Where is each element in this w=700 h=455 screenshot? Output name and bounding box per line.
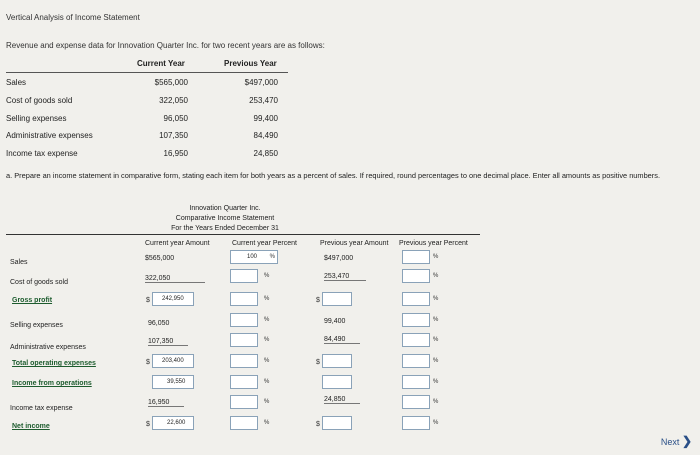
top-row-current: 107,350 bbox=[159, 131, 188, 140]
statement-rule bbox=[6, 234, 480, 235]
net-income-current-amount-field bbox=[152, 416, 194, 430]
col-previous-year: Previous Year bbox=[224, 59, 277, 68]
top-row-label: Cost of goods sold bbox=[6, 96, 73, 105]
income-ops-current-amount-field bbox=[152, 375, 194, 389]
dollar-sign: $ bbox=[316, 359, 320, 366]
gross-profit-previous-amount-input[interactable] bbox=[322, 292, 352, 306]
row-sales-label: Sales bbox=[10, 259, 28, 266]
total-opex-previous-amount-input[interactable] bbox=[322, 354, 352, 368]
tax-current-amount: 16,950 bbox=[148, 399, 184, 407]
pct-sign: % bbox=[264, 337, 270, 343]
problem-description: Revenue and expense data for Innovation Quarter Inc. for two recent years are as follows: bbox=[6, 41, 325, 50]
selling-current-percent-input[interactable] bbox=[230, 313, 258, 327]
top-row-current: 322,050 bbox=[159, 96, 188, 105]
page-title: Vertical Analysis of Income Statement bbox=[6, 13, 140, 22]
pct-sign: % bbox=[433, 296, 439, 302]
gross-profit-current-value: 242,950 bbox=[162, 296, 184, 302]
col-current-year: Current Year bbox=[137, 59, 185, 68]
top-row-label: Selling expenses bbox=[6, 114, 67, 123]
top-row-previous: 84,490 bbox=[253, 131, 278, 140]
top-row-current: 16,950 bbox=[163, 149, 188, 158]
col-cur-amount: Current year Amount bbox=[145, 240, 210, 247]
chevron-right-icon: ❯ bbox=[681, 434, 692, 448]
top-row-previous: 24,850 bbox=[253, 149, 278, 158]
admin-current-percent-input[interactable] bbox=[230, 333, 258, 347]
dollar-sign: $ bbox=[146, 421, 150, 428]
instructions: a. Prepare an income statement in comparative form, stating each item for both years as a percent of sales. If required, round percentages to one decimal place. Enter all amounts as positive numbers. bbox=[6, 171, 661, 180]
col-prev-percent: Previous year Percent bbox=[399, 240, 468, 247]
admin-previous-amount: 84,490 bbox=[324, 336, 360, 344]
statement-name: Comparative Income Statement bbox=[175, 215, 275, 222]
total-opex-current-percent-input[interactable] bbox=[230, 354, 258, 368]
statement-period: For the Years Ended December 31 bbox=[171, 225, 279, 232]
income-ops-previous-percent-input[interactable] bbox=[402, 375, 430, 389]
income-ops-current-value: 39,550 bbox=[167, 379, 186, 385]
net-income-previous-percent-input[interactable] bbox=[402, 416, 430, 430]
cogs-previous-percent-input[interactable] bbox=[402, 269, 430, 283]
row-total-opex-label: Total operating expenses bbox=[12, 360, 96, 367]
top-row-current: $565,000 bbox=[154, 78, 188, 87]
sales-current-percent-value: 100 bbox=[247, 254, 258, 260]
net-income-current-value: 22,600 bbox=[167, 420, 186, 426]
gross-profit-previous-percent-input[interactable] bbox=[402, 292, 430, 306]
pct-sign: % bbox=[433, 399, 439, 405]
sales-current-percent-field bbox=[230, 250, 278, 264]
pct-sign: % bbox=[264, 273, 270, 279]
sales-current-amount: $565,000 bbox=[145, 255, 175, 262]
next-button[interactable] bbox=[661, 434, 692, 448]
net-income-previous-amount-input[interactable] bbox=[322, 416, 352, 430]
pct-sign: % bbox=[264, 317, 270, 323]
pct-sign: % bbox=[264, 420, 270, 426]
pct-sign: % bbox=[264, 296, 270, 302]
row-selling-label: Selling expenses bbox=[10, 322, 63, 329]
total-opex-previous-percent-input[interactable] bbox=[402, 354, 430, 368]
tax-previous-percent-input[interactable] bbox=[402, 395, 430, 409]
income-ops-previous-amount-input[interactable] bbox=[322, 375, 352, 389]
dollar-sign: $ bbox=[316, 297, 320, 304]
pct-sign: % bbox=[264, 358, 270, 364]
dollar-sign: $ bbox=[146, 297, 150, 304]
cogs-previous-amount: 253,470 bbox=[324, 273, 366, 281]
row-income-ops-label: Income from operations bbox=[12, 380, 92, 387]
company-name: Innovation Quarter Inc. bbox=[189, 205, 261, 212]
total-opex-current-value: 203,400 bbox=[162, 358, 184, 364]
top-row-previous: 253,470 bbox=[249, 96, 278, 105]
selling-current-amount: 96,050 bbox=[148, 320, 170, 327]
pct-sign: % bbox=[433, 420, 439, 426]
pct-sign: % bbox=[264, 379, 270, 385]
pct-sign: % bbox=[433, 379, 439, 385]
pct-sign: % bbox=[433, 273, 439, 279]
pct-sign: % bbox=[264, 399, 270, 405]
next-label: Next bbox=[660, 437, 680, 447]
row-admin-label: Administrative expenses bbox=[10, 344, 86, 351]
cogs-current-amount: 322,050 bbox=[145, 275, 205, 283]
row-net-income-label: Net income bbox=[12, 423, 50, 430]
col-cur-percent: Current year Percent bbox=[232, 240, 297, 247]
tax-current-percent-input[interactable] bbox=[230, 395, 258, 409]
top-row-label: Income tax expense bbox=[6, 149, 78, 158]
tax-previous-amount: 24,850 bbox=[324, 396, 360, 404]
top-row-previous: $497,000 bbox=[244, 78, 278, 87]
top-table-rule bbox=[6, 72, 288, 73]
row-cogs-label: Cost of goods sold bbox=[10, 279, 68, 286]
sales-previous-percent-input[interactable] bbox=[402, 250, 430, 264]
col-prev-amount: Previous year Amount bbox=[320, 240, 389, 247]
top-row-current: 96,050 bbox=[163, 114, 188, 123]
gross-profit-current-amount-field bbox=[152, 292, 194, 306]
gross-profit-current-percent-input[interactable] bbox=[230, 292, 258, 306]
net-income-current-percent-input[interactable] bbox=[230, 416, 258, 430]
sales-previous-amount: $497,000 bbox=[324, 255, 354, 262]
pct-sign: % bbox=[433, 358, 439, 364]
row-gross-profit-label: Gross profit bbox=[12, 297, 53, 304]
pct-sign: % bbox=[433, 254, 439, 260]
pct-sign: % bbox=[433, 317, 439, 323]
row-tax-label: Income tax expense bbox=[10, 405, 73, 412]
dollar-sign: $ bbox=[316, 421, 320, 428]
selling-previous-amount: 99,400 bbox=[324, 318, 346, 325]
pct-sign: % bbox=[433, 337, 439, 343]
income-ops-current-percent-input[interactable] bbox=[230, 375, 258, 389]
top-row-label: Administrative expenses bbox=[6, 131, 93, 140]
total-opex-current-amount-field bbox=[152, 354, 194, 368]
cogs-current-percent-input[interactable] bbox=[230, 269, 258, 283]
admin-previous-percent-input[interactable] bbox=[402, 333, 430, 347]
dollar-sign: $ bbox=[146, 359, 150, 366]
selling-previous-percent-input[interactable] bbox=[402, 313, 430, 327]
top-row-previous: 99,400 bbox=[253, 114, 278, 123]
pct-sign: % bbox=[269, 254, 275, 260]
admin-current-amount: 107,350 bbox=[148, 338, 188, 346]
top-row-label: Sales bbox=[6, 78, 27, 87]
